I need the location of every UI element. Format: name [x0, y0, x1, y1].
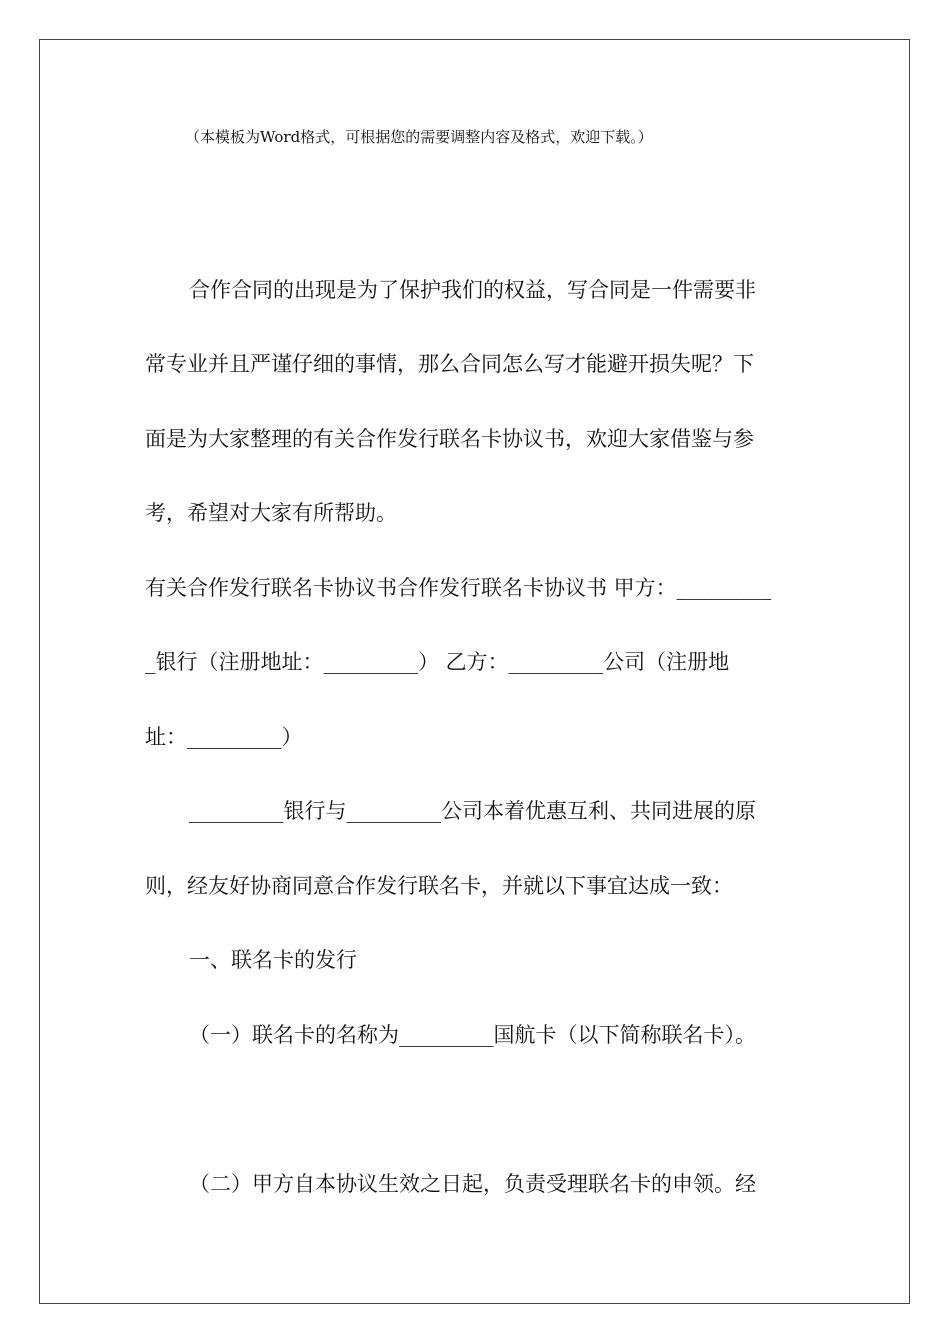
template-note: （本模板为Word格式，可根据您的需要调整内容及格式，欢迎下载。） — [185, 128, 653, 146]
paragraph-line-4: 考，希望对大家有所帮助。 — [145, 501, 397, 525]
clause-1: （一）联名卡的名称为_________国航卡（以下简称联名卡）。 — [189, 1023, 756, 1047]
paragraph-line-3: 面是为大家整理的有关合作发行联名卡协议书，欢迎大家借鉴与参 — [145, 427, 754, 451]
parties-line-2: _银行（注册地址：_________） 乙方：_________公司（注册地 — [145, 650, 730, 674]
agreement-line-2: 则，经友好协商同意合作发行联名卡，并就以下事宜达成一致： — [145, 874, 733, 898]
parties-line-1: 有关合作发行联名卡协议书合作发行联名卡协议书 甲方：_________ — [145, 576, 772, 600]
section-heading: 一、联名卡的发行 — [189, 948, 357, 972]
parties-line-3: 址：_________） — [145, 725, 303, 749]
paragraph-line-2: 常专业并且严谨仔细的事情，那么合同怎么写才能避开损失呢？下 — [145, 352, 754, 376]
agreement-line-1: _________银行与_________公司本着优惠互利、共同进展的原 — [189, 799, 756, 823]
clause-2: （二）甲方自本协议生效之日起，负责受理联名卡的申领。经 — [189, 1172, 756, 1196]
paragraph-line-1: 合作合同的出现是为了保护我们的权益，写合同是一件需要非 — [189, 278, 756, 302]
